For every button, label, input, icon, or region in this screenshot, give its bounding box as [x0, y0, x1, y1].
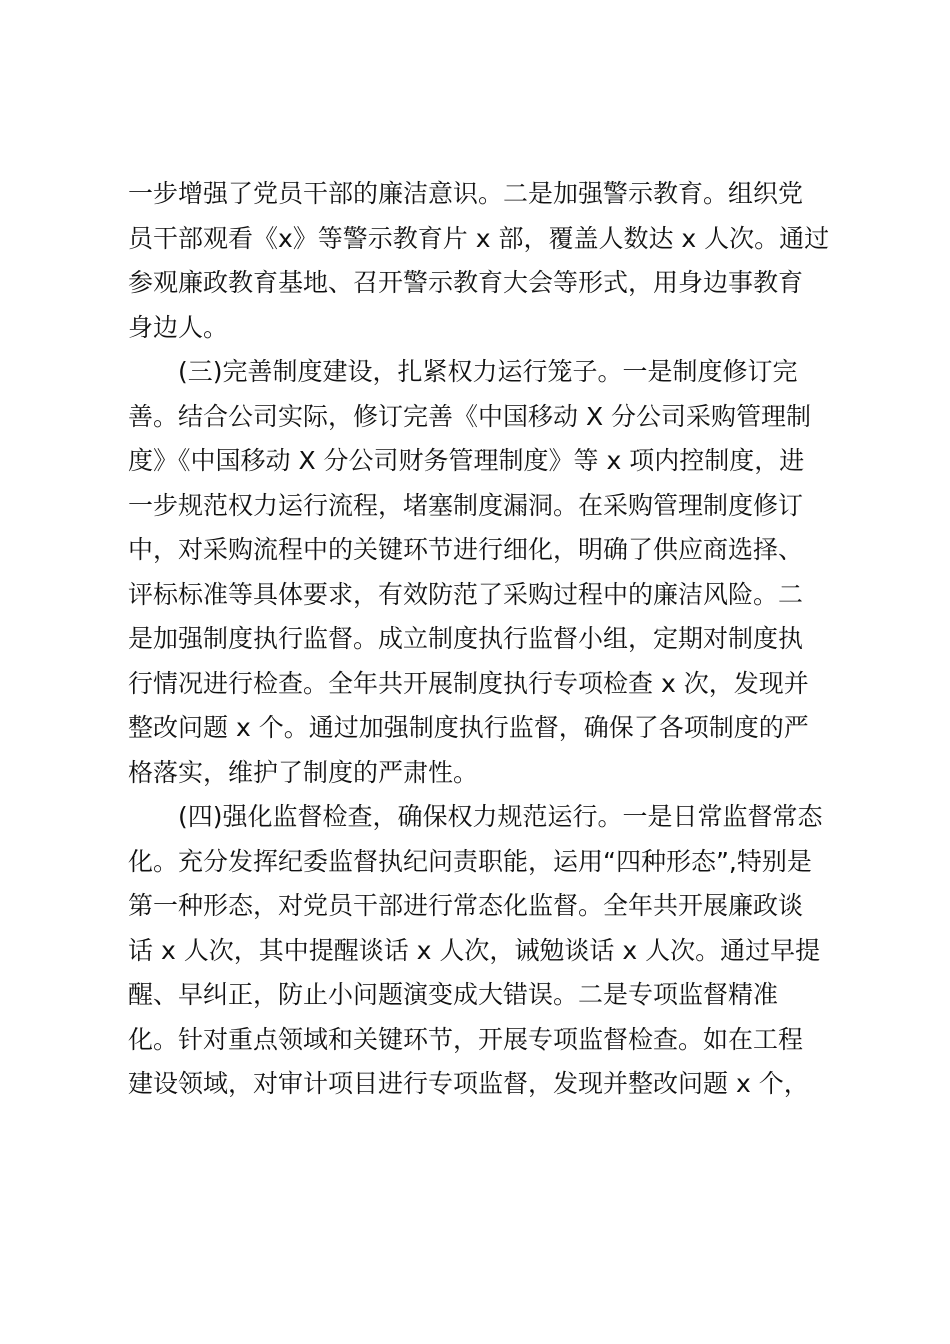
text-line: 化。充分发挥纪委监督执纪问责职能，运用“四种形态”,特别是 — [128, 846, 812, 876]
text-line: 评标标准等具体要求，有效防范了采购过程中的廉洁风险。二 — [128, 579, 804, 609]
text-line: 参观廉政教育基地、召开警示教育大会等形式，用身边事教育 — [128, 268, 804, 297]
text-line: 第一种形态，对党员干部进行常态化监督。全年共开展廉政谈 — [128, 891, 804, 920]
text-line: 善。结合公司实际，修订完善《中国移动 X 分公司采购管理制 — [128, 401, 812, 431]
section-heading-line: (三)完善制度建设，扎紧权力运行笼子。一是制度修订完 — [178, 357, 798, 386]
text-line: 整改问题 x 个。通过加强制度执行监督，确保了各项制度的严 — [128, 713, 809, 742]
text-line: 话 x 人次，其中提醒谈话 x 人次，诫勉谈话 x 人次。通过早提 — [128, 935, 821, 965]
text-line: 员干部观看《x》等警示教育片 x 部，覆盖人数达 x 人次。通过 — [128, 223, 830, 253]
body-text — [128, 172, 828, 1107]
text-line: 格落实，维护了制度的严肃性。 — [128, 757, 479, 787]
text-line: 一步规范权力运行流程，堵塞制度漏洞。在采购管理制度修订 — [128, 490, 804, 520]
text-line: 醒、早纠正，防止小问题演变成大错误。二是专项监督精准 — [128, 980, 779, 1009]
text-line: 是加强制度执行监督。成立制度执行监督小组，定期对制度执 — [128, 624, 804, 653]
text-line: 身边人。 — [128, 312, 229, 342]
text-line: 度》《中国移动 X 分公司财务管理制度》等 x 项内控制度，进 — [128, 446, 805, 475]
text-line: 建设领域，对审计项目进行专项监督，发现并整改问题 x 个， — [128, 1069, 809, 1098]
text-line: 中，对采购流程中的关键环节进行细化，明确了供应商选择、 — [128, 535, 804, 564]
section-heading-line: (四)强化监督检查，确保权力规范运行。一是日常监督常态 — [178, 802, 823, 831]
text-line: 行情况进行检查。全年共开展制度执行专项检查 x 次，发现并 — [128, 668, 809, 698]
text-line: 化。针对重点领域和关键环节，开展专项监督检查。如在工程 — [128, 1024, 804, 1054]
text-line: 一步增强了党员干部的廉洁意识。二是加强警示教育。组织党 — [128, 179, 804, 208]
